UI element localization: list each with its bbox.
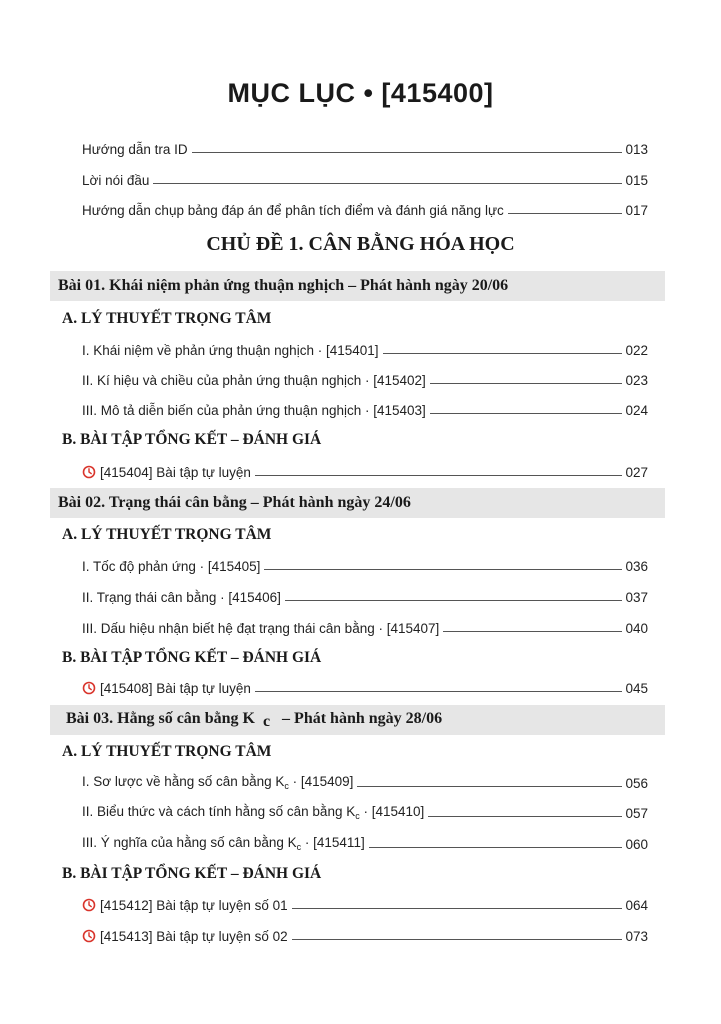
entry-label: I. Khái niệm về phản ứng thuận nghịch · [415401] xyxy=(82,343,379,358)
lesson-header xyxy=(50,488,665,518)
lesson-title-text: Bài 03. Hằng số cân bằng K xyxy=(66,709,255,727)
label-text: · [415410] xyxy=(359,804,425,819)
dot-leader xyxy=(443,631,622,632)
section-heading-exercises: B. BÀI TẬP TỔNG KẾT – ĐÁNH GIÁ xyxy=(62,865,322,882)
chapter-title: CHỦ ĐỀ 1. CÂN BẰNG HÓA HỌC xyxy=(206,233,515,255)
exercise-label-wrap xyxy=(82,465,251,480)
label-text: · [415409] xyxy=(288,774,354,789)
toc-entry-exercise[interactable] xyxy=(82,462,648,480)
entry-page: 013 xyxy=(625,142,648,157)
lesson-title-text: – Phát hành ngày 28/06 xyxy=(278,709,443,727)
entry-label: I. Tốc độ phản ứng · [415405] xyxy=(82,559,261,574)
entry-page: 056 xyxy=(625,776,648,791)
toc-entry[interactable] xyxy=(82,556,648,574)
section-heading-exercises: B. BÀI TẬP TỔNG KẾT – ĐÁNH GIÁ xyxy=(62,431,322,448)
dot-leader xyxy=(292,939,623,940)
entry-label: Hướng dẫn chụp bảng đáp án để phân tích điểm và đánh giá năng lực xyxy=(82,203,504,218)
toc-entry-exercise[interactable] xyxy=(82,895,648,913)
section-heading-theory: A. LÝ THUYẾT TRỌNG TÂM xyxy=(62,743,272,760)
page-title: MỤC LỤC • [415400] xyxy=(227,78,494,108)
lesson-title: Bài 01. Khái niệm phản ứng thuận nghịch – Phát hành ngày 20/06 xyxy=(58,277,509,294)
dot-leader xyxy=(255,691,623,692)
dot-leader xyxy=(430,413,623,414)
dot-leader xyxy=(369,847,623,848)
dot-leader xyxy=(255,475,623,476)
dot-leader xyxy=(508,213,623,214)
entry-label: Hướng dẫn tra ID xyxy=(82,142,188,157)
entry-page: 040 xyxy=(625,621,648,636)
exercise-label-wrap xyxy=(82,929,288,944)
entry-label: [415412] Bài tập tự luyện số 01 xyxy=(100,898,288,913)
subscript: c xyxy=(262,712,271,730)
toc-entry[interactable] xyxy=(82,400,648,418)
toc-entry[interactable] xyxy=(82,370,648,388)
clock-icon xyxy=(82,681,96,695)
exercise-label-wrap xyxy=(82,681,251,696)
entry-page: 073 xyxy=(625,929,648,944)
toc-entry-exercise[interactable] xyxy=(82,678,648,696)
section-heading-exercises: B. BÀI TẬP TỔNG KẾT – ĐÁNH GIÁ xyxy=(62,649,322,666)
dot-leader xyxy=(192,152,623,153)
entry-page: 024 xyxy=(625,403,648,418)
label-text: · [415411] xyxy=(301,835,365,850)
subscript: c xyxy=(296,842,302,852)
dot-leader xyxy=(357,786,622,787)
entry-page: 057 xyxy=(625,806,648,821)
entry-page: 017 xyxy=(625,203,648,218)
label-text: III. Ý nghĩa của hằng số cân bằng K xyxy=(82,835,297,850)
entry-page: 023 xyxy=(625,373,648,388)
section-heading-theory: A. LÝ THUYẾT TRỌNG TÂM xyxy=(62,526,272,543)
clock-icon xyxy=(82,898,96,912)
entry-label: III. Mô tả diễn biến của phản ứng thuận nghịch · [415403] xyxy=(82,403,426,418)
toc-entry-exercise[interactable] xyxy=(82,926,648,944)
exercise-label-wrap xyxy=(82,898,288,913)
dot-leader xyxy=(264,569,622,570)
entry-label xyxy=(82,835,365,852)
entry-label xyxy=(82,774,353,791)
entry-label: [415413] Bài tập tự luyện số 02 xyxy=(100,929,288,944)
lesson-header xyxy=(50,705,665,735)
entry-page: 045 xyxy=(625,681,648,696)
toc-entry[interactable] xyxy=(82,587,648,605)
entry-label: II. Trạng thái cân bằng · [415406] xyxy=(82,590,281,605)
toc-entry[interactable] xyxy=(82,834,648,852)
entry-label: [415408] Bài tập tự luyện xyxy=(100,681,251,696)
toc-entry[interactable] xyxy=(82,618,648,636)
dot-leader xyxy=(285,600,623,601)
toc-entry[interactable] xyxy=(82,340,648,358)
dot-leader xyxy=(153,183,622,184)
toc-entry[interactable] xyxy=(82,773,648,791)
toc-entry-id-guide[interactable] xyxy=(82,139,648,157)
entry-label: Lời nói đầu xyxy=(82,173,150,188)
entry-page: 015 xyxy=(625,173,648,188)
entry-page: 022 xyxy=(625,343,648,358)
label-text: II. Biểu thức và cách tính hằng số cân bằng K xyxy=(82,804,356,819)
dot-leader xyxy=(383,353,623,354)
entry-page: 036 xyxy=(625,559,648,574)
entry-page: 037 xyxy=(625,590,648,605)
label-text: I. Sơ lược về hằng số cân bằng K xyxy=(82,774,285,789)
entry-label: III. Dấu hiệu nhận biết hệ đạt trạng thái cân bằng · [415407] xyxy=(82,621,440,636)
clock-icon xyxy=(82,929,96,943)
entry-page: 060 xyxy=(625,837,648,852)
section-heading-theory: A. LÝ THUYẾT TRỌNG TÂM xyxy=(62,310,272,327)
dot-leader xyxy=(292,908,623,909)
lesson-title xyxy=(50,710,442,731)
entry-page: 027 xyxy=(625,465,648,480)
dot-leader xyxy=(428,816,622,817)
lesson-header xyxy=(50,271,665,301)
subscript: c xyxy=(284,781,289,791)
entry-label: [415404] Bài tập tự luyện xyxy=(100,465,251,480)
entry-label xyxy=(82,804,424,821)
dot-leader xyxy=(430,383,623,384)
subscript: c xyxy=(355,811,360,821)
lesson-title: Bài 02. Trạng thái cân bằng – Phát hành ngày 24/06 xyxy=(58,494,411,511)
entry-label: II. Kí hiệu và chiều của phản ứng thuận nghịch · [415402] xyxy=(82,373,426,388)
toc-entry-answer-sheet-guide[interactable] xyxy=(82,200,648,218)
entry-page: 064 xyxy=(625,898,648,913)
clock-icon xyxy=(82,465,96,479)
toc-entry-foreword[interactable] xyxy=(82,170,648,188)
toc-entry[interactable] xyxy=(82,803,648,821)
